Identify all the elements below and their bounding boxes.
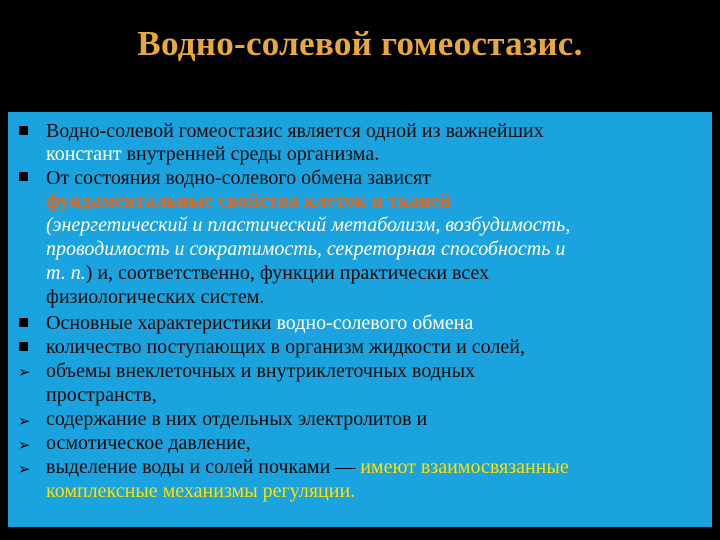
italic-segment: проводимость и сократимость, секреторная способность и <box>46 238 566 260</box>
slide-title: Водно-солевой гомеостазис. <box>137 24 583 63</box>
square-bullet-icon <box>19 126 28 135</box>
highlight-term: комплексные механизмы регуляции. <box>46 480 356 502</box>
text-segment: От состояния водно-солевого обмена зависят <box>46 167 431 189</box>
text-segment: объемы внеклеточных и внутриклеточных водных <box>46 360 476 382</box>
arrow-bullet-icon: ➢ <box>18 412 31 430</box>
text-segment: содержание в них отдельных электролитов и <box>46 408 428 430</box>
arrow-bullet-icon: ➢ <box>18 460 31 478</box>
highlight-term: констант <box>46 143 122 165</box>
text-segment: количество поступающих в организм жидкости и солей, <box>46 336 525 358</box>
highlight-term: фундаментальные свойства клеток и тканей <box>46 190 451 212</box>
text-segment: выделение воды и солей почками — <box>46 456 361 478</box>
text-segment: осмотическое давление, <box>46 432 251 454</box>
text-segment: внутренней среды организма. <box>121 143 380 165</box>
text-segment: ) и, соответственно, функции практически всех <box>85 262 490 284</box>
text-line <box>46 432 251 454</box>
text-line <box>46 286 264 308</box>
highlight-term: имеют взаимосвязанные <box>360 456 569 478</box>
content-area <box>8 112 712 527</box>
text-segment: пространств, <box>46 384 157 406</box>
square-bullet-icon <box>19 342 28 351</box>
text-line <box>46 360 475 382</box>
arrow-bullet-icon: ➢ <box>18 436 31 454</box>
text-segment: физиологических систем. <box>46 286 265 308</box>
text-line <box>46 190 451 212</box>
text-line <box>46 408 427 430</box>
text-line <box>46 480 355 502</box>
text-line <box>46 167 431 189</box>
text-line <box>46 456 569 478</box>
text-line <box>46 312 473 334</box>
highlight-term: водно-солевого обмена <box>276 312 474 334</box>
text-line <box>46 336 525 358</box>
square-bullet-icon <box>19 172 28 181</box>
text-line <box>46 384 157 406</box>
text-line <box>46 214 570 236</box>
italic-segment: (энергетический и пластический метаболизм, возбудимость, <box>46 214 571 236</box>
square-bullet-icon <box>19 318 28 327</box>
text-segment: Основные характеристики <box>46 312 277 334</box>
text-line <box>46 262 489 284</box>
text-segment: Водно-солевой гомеостазис является одной из важнейших <box>46 120 544 142</box>
text-line <box>46 238 565 260</box>
italic-segment: т. п. <box>46 262 86 284</box>
text-line <box>46 120 544 142</box>
text-line <box>46 143 379 165</box>
arrow-bullet-icon: ➢ <box>18 363 31 381</box>
title-bar <box>0 0 720 108</box>
